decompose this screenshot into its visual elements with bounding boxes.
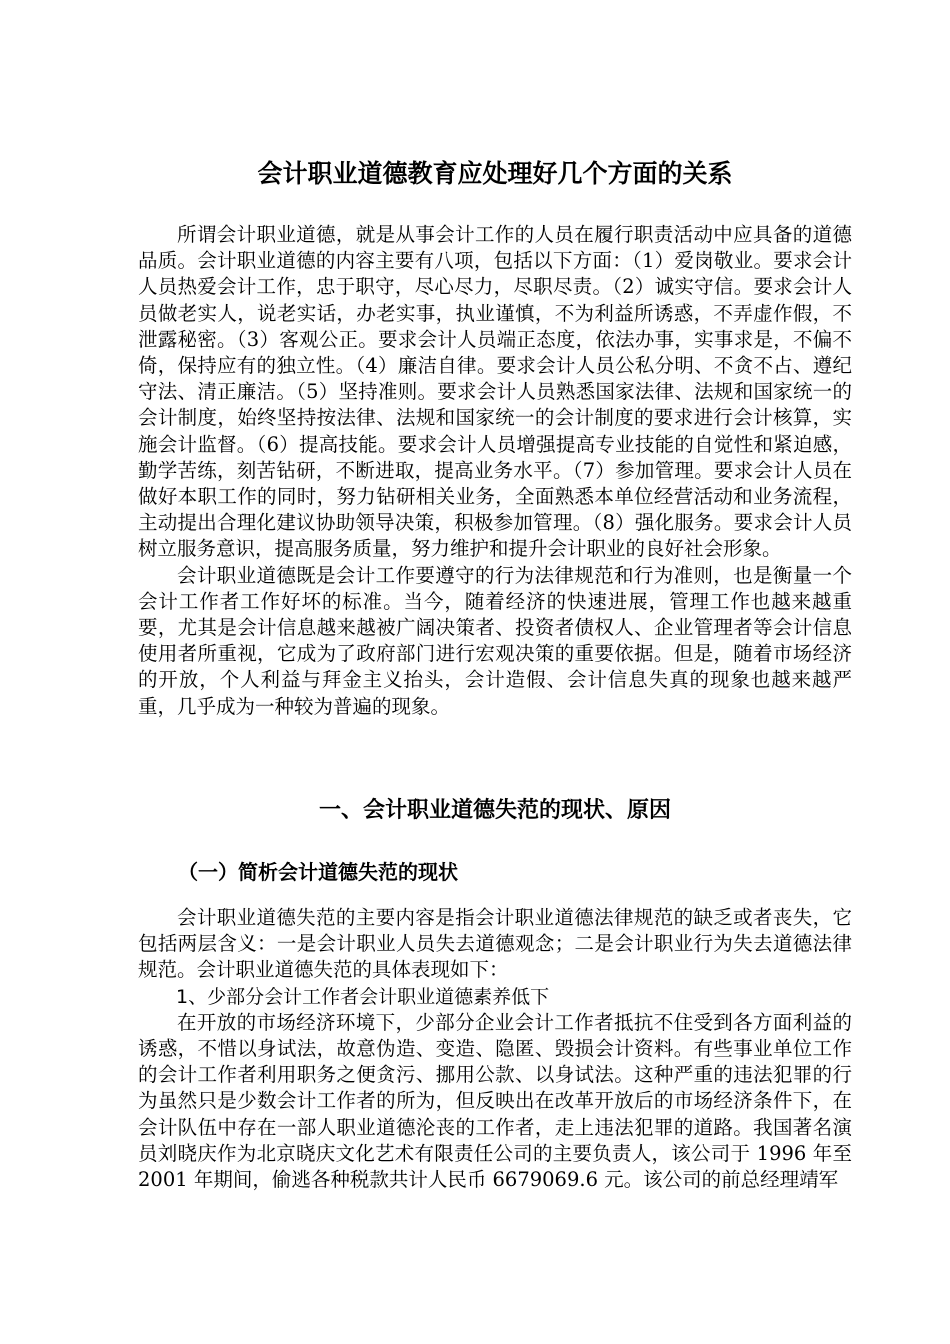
- section-paragraph: 会计职业道德失范的主要内容是指会计职业道德法律规范的缺乏或者丧失，它包括两层含义：一是会计职业人员失去道德观念；二是会计职业行为失去道德法律规范。会计职业道德失范的具体表现如下：: [138, 906, 852, 982]
- point-paragraph: 在开放的市场经济环境下，少部分企业会计工作者抵抗不住受到各方面利益的诱惑，不惜以身试法，故意伪造、变造、隐匿、毁损会计资料。有些事业单位工作的会计工作者利用职务之便贪污、挪用公款、以身试法。这种严重的违法犯罪的行为虽然只是少数会计工作者的所为，但反映出在改革开放后的市场经济条件下，在会计队伍中存在一部人职业道德沦丧的工作者，走上违法犯罪的道路。我国著名演员刘晓庆作为北京晓庆文化艺术有限责任公司的主要负责人，该公司于 1996 年至 2001 年期间，偷逃各种税款共计人民币 6679069.6 元。该公司的前总经理靖军: [138, 1010, 852, 1192]
- document-page: [138, 0, 852, 1344]
- section-body: [138, 905, 852, 1193]
- point-heading: 1、少部分会计工作者会计职业道德素养低下: [176, 985, 550, 1008]
- section-heading: 一、会计职业道德失范的现状、原因: [318, 798, 671, 823]
- sub-heading: （一）简析会计道德失范的现状: [178, 860, 458, 884]
- intro-paragraph-1: 所谓会计职业道德，就是从事会计工作的人员在履行职责活动中应具备的道德品质。会计职业道德的内容主要有八项，包括以下方面：（1）爱岗敬业。要求会计人员热爱会计工作，忠于职守，尽心尽力，尽职尽责。（2）诚实守信。要求会计人员做老实人，说老实话，办老实事，执业谨慎，不为利益所诱惑，不弄虚作假，不泄露秘密。（3）客观公正。要求会计人员端正态度，依法办事，实事求是，不偏不倚，保持应有的独立性。（4）廉洁自律。要求会计人员公私分明、不贪不占、遵纪守法、清正廉洁。（5）坚持准则。要求会计人员熟悉国家法律、法规和国家统一的会计制度，始终坚持按法律、法规和国家统一的会计制度的要求进行会计核算，实施会计监督。（6）提高技能。要求会计人员增强提高专业技能的自觉性和紧迫感，勤学苦练，刻苦钻研，不断进取，提高业务水平。（7）参加管理。要求会计人员在做好本职工作的同时，努力钻研相关业务，全面熟悉本单位经营活动和业务流程，主动提出合理化建议协助领导决策，积极参加管理。（8）强化服务。要求会计人员树立服务意识，提高服务质量，努力维护和提升会计职业的良好社会形象。: [138, 223, 852, 561]
- document-title: 会计职业道德教育应处理好几个方面的关系: [257, 159, 733, 188]
- intro-section: [138, 222, 852, 720]
- intro-paragraph-2: 会计职业道德既是会计工作要遵守的行为法律规范和行为准则，也是衡量一个会计工作者工作好坏的标准。当今，随着经济的快速进展，管理工作也越来越重要，尤其是会计信息越来越被广阔决策者、投资者债权人、企业管理者等会计信息使用者所重视，它成为了政府部门进行宏观决策的重要依据。但是，随着市场经济的开放，个人利益与拜金主义抬头，会计造假、会计信息失真的现象也越来越严重，几乎成为一种较为普遍的现象。: [138, 563, 852, 718]
